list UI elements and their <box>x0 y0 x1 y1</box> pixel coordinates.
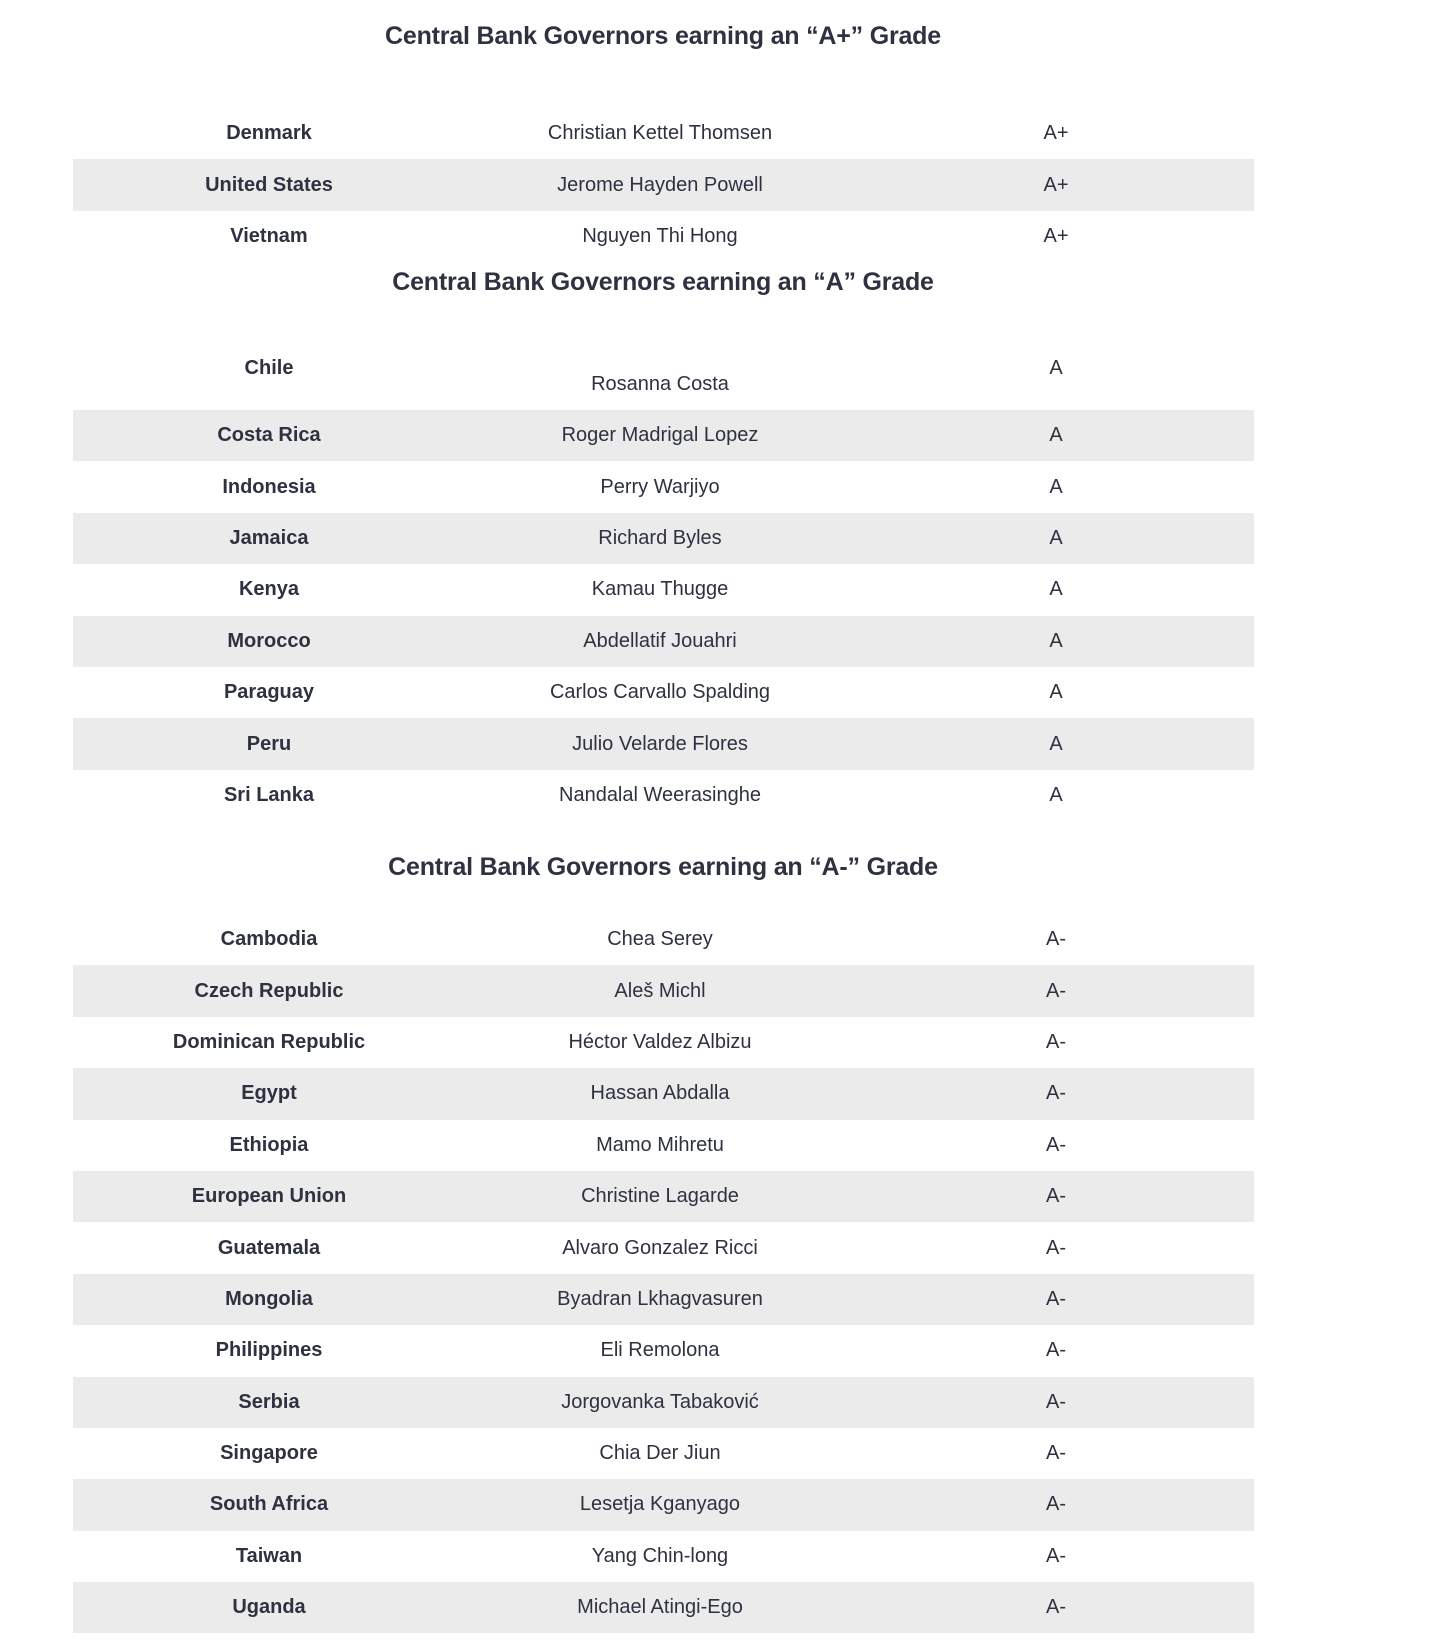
governor-cell: Hassan Abdalla <box>590 1082 730 1105</box>
country-cell: Serbia <box>238 1390 300 1413</box>
table-row <box>73 1325 1254 1376</box>
country-cell: United States <box>205 173 333 196</box>
governor-cell: Jorgovanka Tabaković <box>561 1390 759 1413</box>
governor-cell: Kamau Thugge <box>591 578 729 601</box>
governor-cell: Rosanna Costa <box>591 373 729 395</box>
table-row <box>73 770 1254 821</box>
country-cell: Czech Republic <box>194 979 344 1002</box>
grade-cell: A- <box>1046 928 1066 951</box>
country-cell: Egypt <box>241 1082 297 1105</box>
country-cell: Guatemala <box>217 1236 321 1259</box>
table-row <box>73 345 1254 410</box>
governor-cell: Christine Lagarde <box>581 1185 739 1208</box>
country-cell: Paraguay <box>223 681 315 704</box>
governor-cell: Michael Atingi-Ego <box>577 1596 743 1619</box>
governor-cell: Lesetja Kganyago <box>579 1493 741 1516</box>
governor-cell: Eli Remolona <box>600 1339 720 1362</box>
governor-cell: Aleš Michl <box>614 979 706 1002</box>
table-row <box>73 1068 1254 1119</box>
table-row <box>73 1120 1254 1171</box>
table-row <box>73 461 1254 512</box>
grade-cell: A <box>1049 475 1063 498</box>
table-row <box>73 108 1254 159</box>
grade-cell: A- <box>1046 1390 1066 1413</box>
section-title-a-minus: Central Bank Governors earning an “A-” Grade <box>388 853 938 881</box>
country-cell: Dominican Republic <box>172 1030 366 1053</box>
grade-cell: A <box>1049 732 1063 755</box>
governor-cell: Mamo Mihretu <box>596 1133 724 1156</box>
section-title-a-plus: Central Bank Governors earning an “A+” Grade <box>385 22 941 50</box>
governor-cell: Nguyen Thi Hong <box>582 224 738 247</box>
country-cell: Taiwan <box>235 1544 303 1567</box>
table-row <box>73 159 1254 210</box>
governor-cell: Nandalal Weerasinghe <box>559 783 761 806</box>
governor-cell: Christian Kettel Thomsen <box>547 122 773 145</box>
governor-cell: Byadran Lkhagvasuren <box>557 1287 763 1310</box>
table-a <box>73 345 1254 821</box>
country-cell: Indonesia <box>222 475 316 498</box>
governor-cell: Jerome Hayden Powell <box>557 173 763 196</box>
country-cell: Costa Rica <box>217 424 321 447</box>
table-row <box>73 1017 1254 1068</box>
grade-cell: A <box>1049 578 1063 601</box>
grade-cell: A <box>1049 424 1063 447</box>
country-cell: Uganda <box>232 1596 306 1619</box>
country-cell: European Union <box>191 1185 347 1208</box>
section-title-a: Central Bank Governors earning an “A” Grade <box>392 268 934 296</box>
table-row <box>73 1428 1254 1479</box>
country-cell: Vietnam <box>230 224 308 247</box>
country-cell: Singapore <box>220 1442 318 1465</box>
governor-cell: Yang Chin-long <box>591 1544 729 1567</box>
governor-cell: Alvaro Gonzalez Ricci <box>562 1236 758 1259</box>
table-a-plus <box>73 108 1254 262</box>
table-row <box>73 1377 1254 1428</box>
table-row <box>73 616 1254 667</box>
table-row <box>73 1222 1254 1273</box>
grade-cell: A- <box>1046 1185 1066 1208</box>
table-row <box>73 410 1254 461</box>
grade-cell: A- <box>1046 1133 1066 1156</box>
table-row <box>73 1274 1254 1325</box>
table-row <box>73 667 1254 718</box>
country-cell: Sri Lanka <box>223 783 315 806</box>
table-a-minus <box>73 914 1254 1633</box>
country-cell: Philippines <box>215 1339 323 1362</box>
grade-cell: A- <box>1046 1596 1066 1619</box>
governor-cell: Richard Byles <box>598 526 722 549</box>
table-row <box>73 513 1254 564</box>
table-row <box>73 1171 1254 1222</box>
grade-cell: A <box>1049 357 1063 379</box>
grade-cell: A <box>1049 526 1063 549</box>
table-row <box>73 564 1254 615</box>
table-row <box>73 718 1254 769</box>
governor-cell: Roger Madrigal Lopez <box>561 424 759 447</box>
country-cell: Peru <box>246 732 292 755</box>
country-cell: Denmark <box>226 122 312 145</box>
country-cell: South Africa <box>209 1493 329 1516</box>
grade-cell: A- <box>1046 979 1066 1002</box>
grade-cell: A <box>1049 681 1063 704</box>
governor-cell: Julio Velarde Flores <box>572 732 748 755</box>
grade-cell: A <box>1049 783 1063 806</box>
country-cell: Morocco <box>227 629 311 652</box>
country-cell: Mongolia <box>225 1287 313 1310</box>
grade-cell: A+ <box>1043 173 1069 196</box>
table-row <box>73 1531 1254 1582</box>
country-cell: Cambodia <box>220 928 318 951</box>
country-cell: Chile <box>244 357 294 379</box>
governor-cell: Carlos Carvallo Spalding <box>549 681 771 704</box>
grade-cell: A- <box>1046 1339 1066 1362</box>
grade-cell: A+ <box>1043 122 1069 145</box>
country-cell: Jamaica <box>229 526 309 549</box>
country-cell: Ethiopia <box>229 1133 309 1156</box>
grade-cell: A- <box>1046 1236 1066 1259</box>
table-row <box>73 965 1254 1016</box>
governor-cell: Abdellatif Jouahri <box>583 629 737 652</box>
grade-cell: A- <box>1046 1493 1066 1516</box>
table-row <box>73 1479 1254 1530</box>
grade-cell: A- <box>1046 1030 1066 1053</box>
governor-cell: Chea Serey <box>607 928 713 951</box>
table-row <box>73 211 1254 262</box>
governor-cell: Héctor Valdez Albizu <box>568 1030 752 1053</box>
governor-cell: Chia Der Jiun <box>599 1442 721 1465</box>
table-row <box>73 914 1254 965</box>
grade-cell: A <box>1049 629 1063 652</box>
table-row <box>73 1582 1254 1633</box>
grade-cell: A+ <box>1043 224 1069 247</box>
grade-cell: A- <box>1046 1287 1066 1310</box>
governor-cell: Perry Warjiyo <box>600 475 720 498</box>
grade-cell: A- <box>1046 1442 1066 1465</box>
country-cell: Kenya <box>238 578 300 601</box>
grade-cell: A- <box>1046 1082 1066 1105</box>
grade-cell: A- <box>1046 1544 1066 1567</box>
